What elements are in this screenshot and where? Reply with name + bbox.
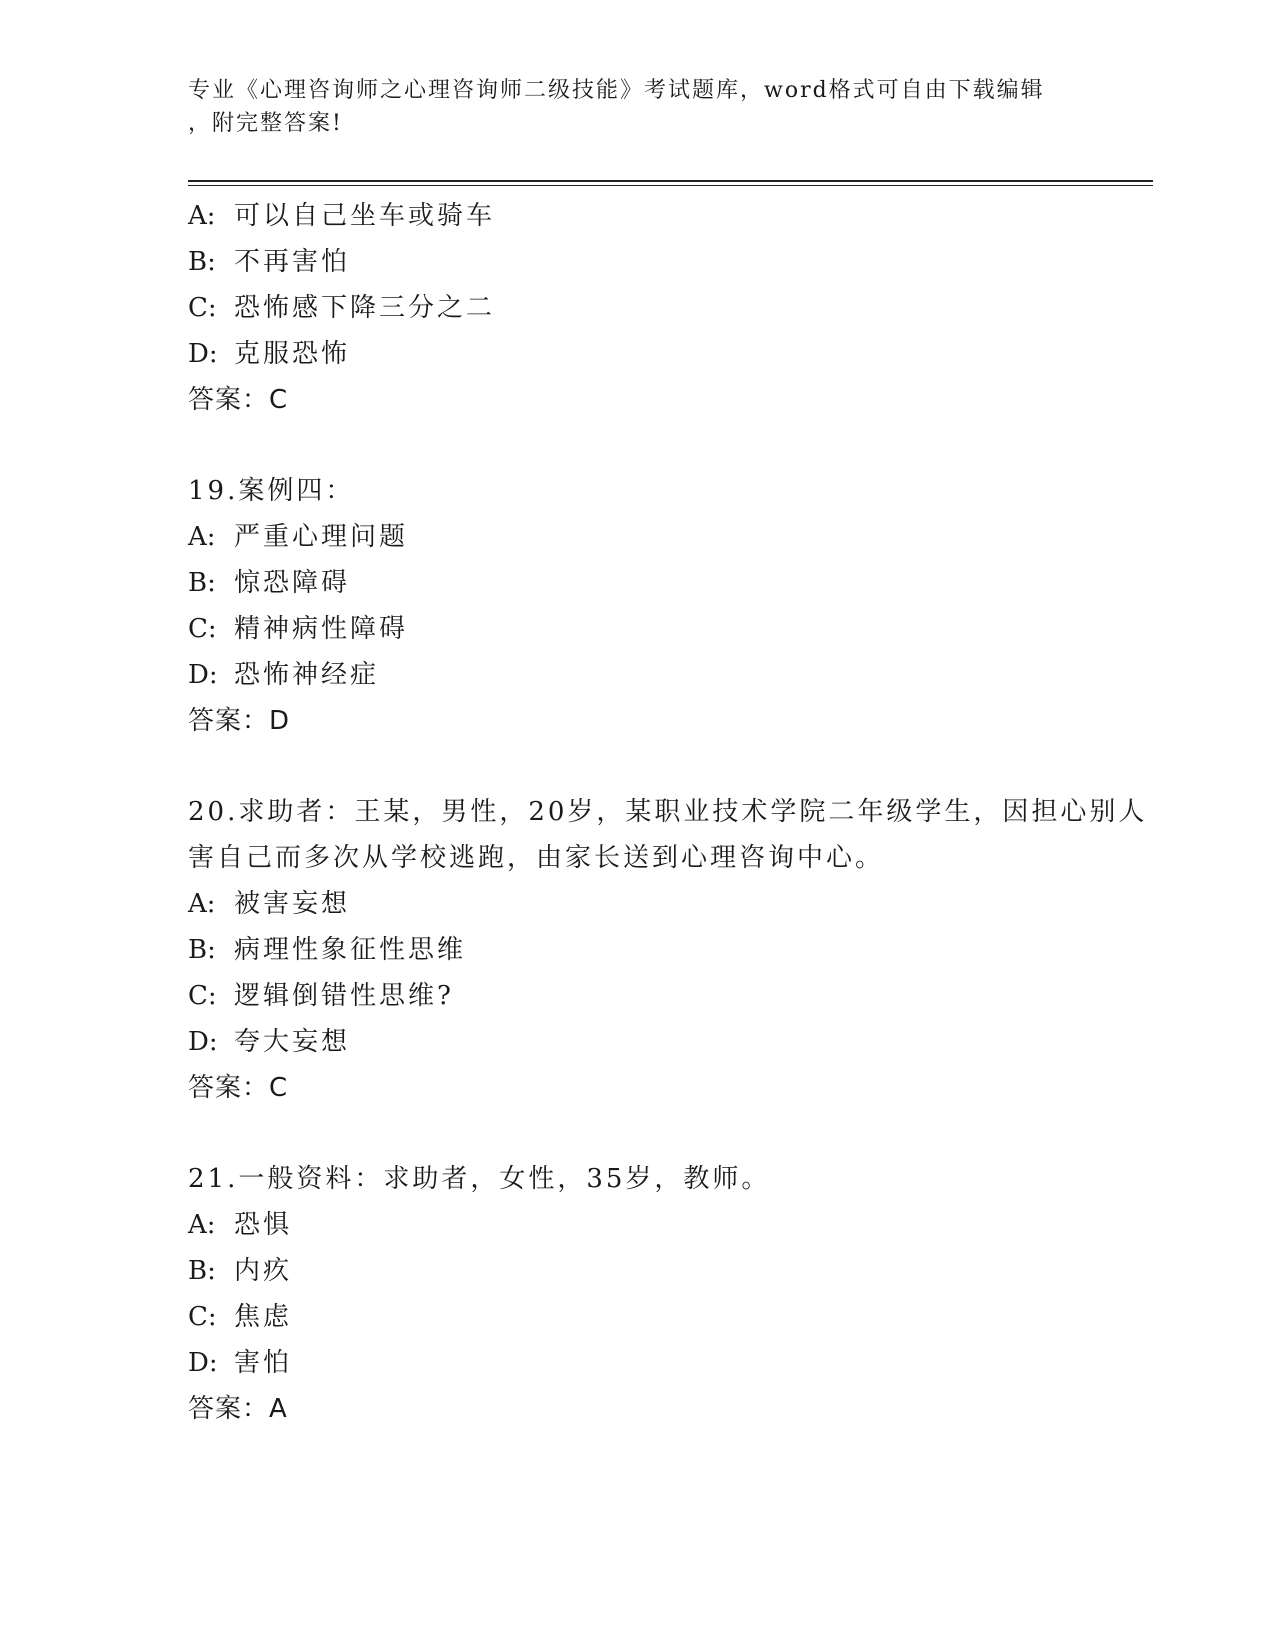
option-b: B: 病理性象征性思维 — [188, 935, 467, 965]
document-header — [188, 74, 1088, 140]
answer: 答案：D — [188, 706, 291, 736]
option-a: A: 可以自己坐车或骑车 — [188, 201, 496, 231]
option-d: D: 害怕 — [188, 1348, 293, 1378]
option-c: C: 精神病性障碍 — [188, 614, 409, 644]
header-line-2: ，附完整答案! — [188, 111, 343, 136]
question-list — [188, 193, 1148, 1432]
option-c: C: 焦虑 — [188, 1302, 293, 1332]
option-a: A: 恐惧 — [188, 1210, 293, 1240]
answer: 答案：A — [188, 1394, 288, 1424]
option-b: B: 内疚 — [188, 1256, 293, 1286]
option-d: D: 克服恐怖 — [188, 339, 351, 369]
question-text: 21.一般资料：求助者，女性，35岁，教师。 — [188, 1164, 771, 1194]
question-text: 19.案例四： — [188, 476, 355, 506]
option-d: D: 恐怖神经症 — [188, 660, 380, 690]
option-a: A: 被害妄想 — [188, 889, 351, 919]
option-b: B: 惊恐障碍 — [188, 568, 351, 598]
answer: 答案：C — [188, 1073, 289, 1103]
option-a: A: 严重心理问题 — [188, 522, 409, 552]
header-line-1: 专业《心理咨询师之心理咨询师二级技能》考试题库，word格式可自由下载编辑 — [188, 78, 1045, 103]
question-block — [188, 468, 1148, 744]
answer: 答案：C — [188, 385, 289, 415]
header-divider-thin — [188, 185, 1153, 186]
question-block — [188, 1156, 1148, 1432]
question-block — [188, 789, 1148, 1111]
header-divider-thick — [188, 180, 1153, 182]
question-text: 20.求助者：王某，男性，20岁，某职业技术学院二年级学生，因担心别人害自己而多次从学校逃跑，由家长送到心理咨询中心。 — [188, 797, 1148, 873]
question-block — [188, 193, 1148, 423]
option-d: D: 夸大妄想 — [188, 1027, 351, 1057]
option-c: C: 恐怖感下降三分之二 — [188, 293, 496, 323]
option-b: B: 不再害怕 — [188, 247, 351, 277]
option-c: C: 逻辑倒错性思维? — [188, 981, 454, 1011]
